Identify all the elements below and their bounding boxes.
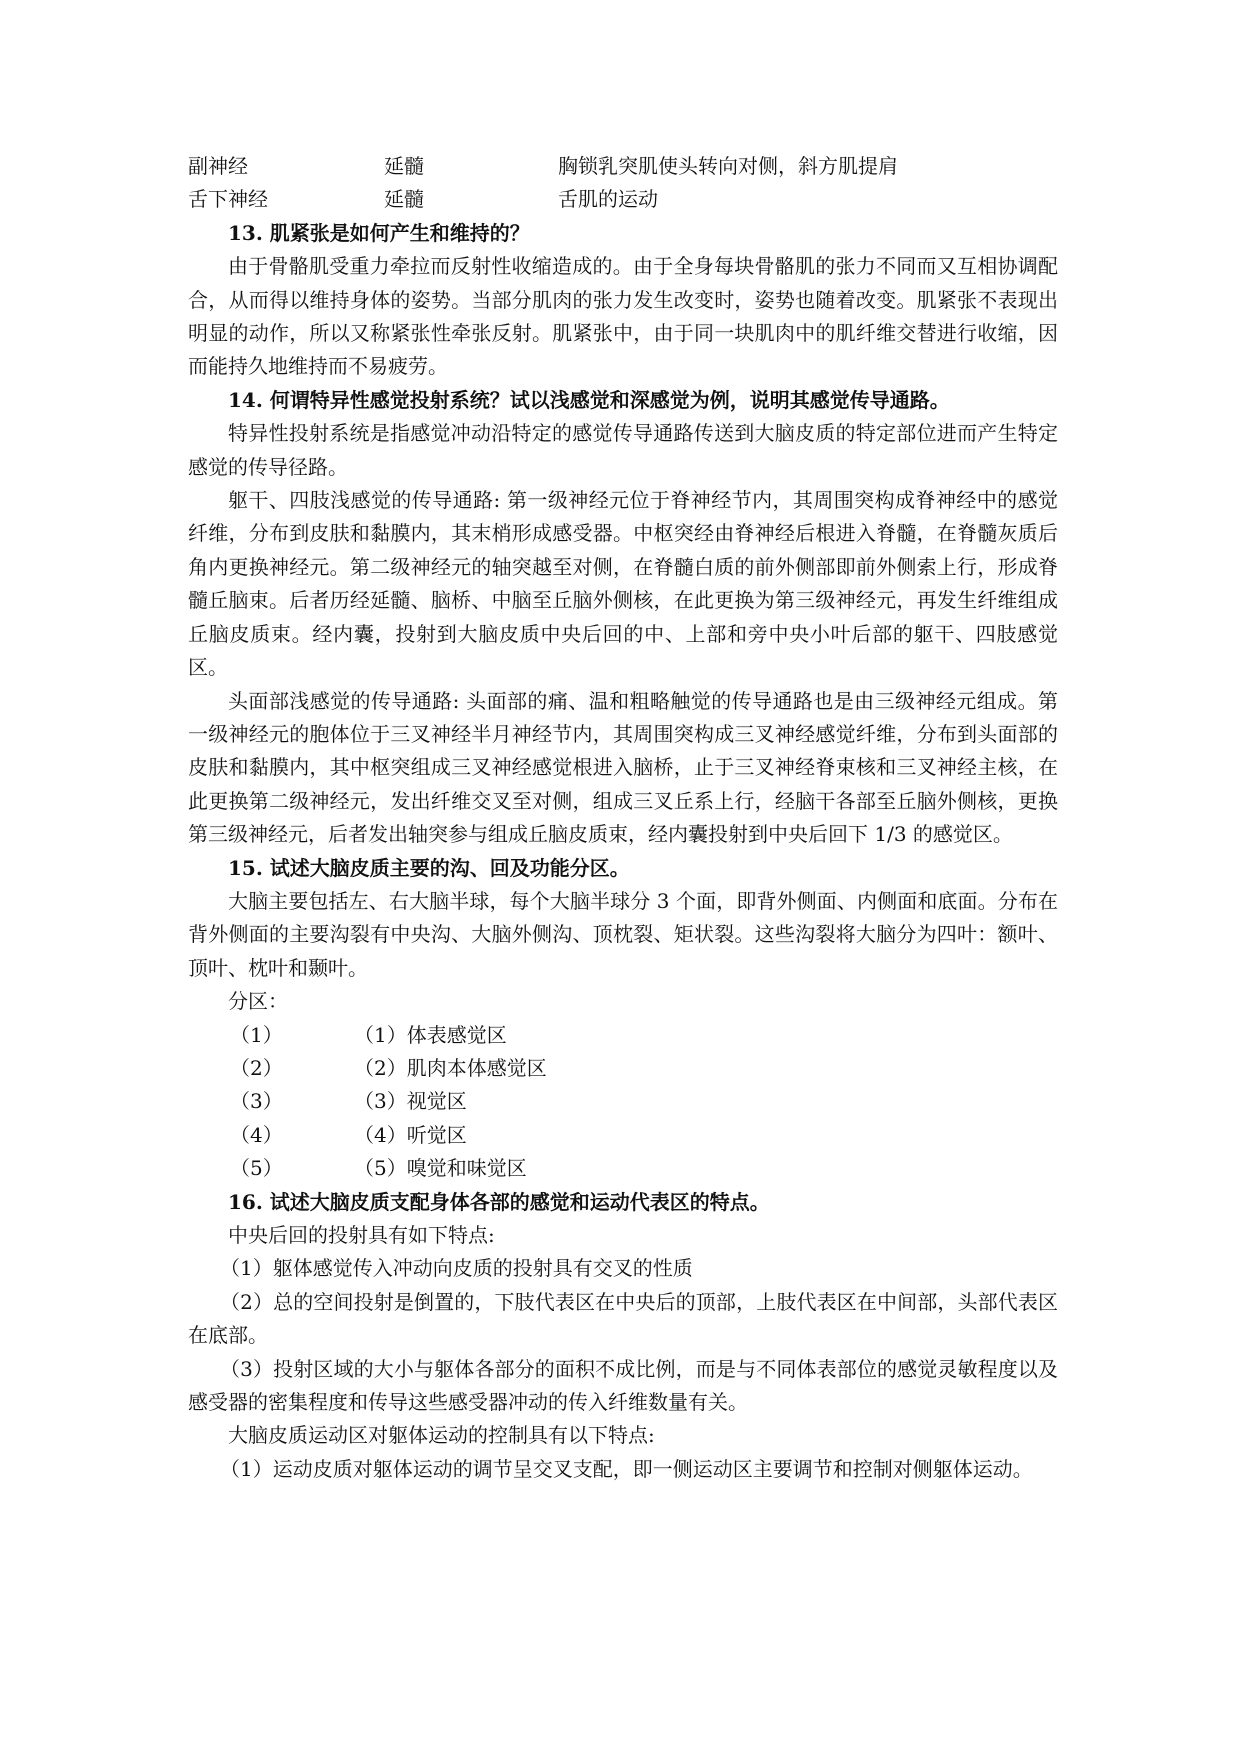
question-16-intro-1: 中央后回的投射具有如下特点: xyxy=(228,1223,495,1247)
nerve-function: 胸锁乳突肌使头转向对侧，斜方肌提肩 xyxy=(558,154,898,178)
list-item: （1）躯体感觉传入冲动向皮质的投射具有交叉的性质 xyxy=(220,1256,693,1281)
zone-label: （1）体表感觉区 xyxy=(354,1022,507,1047)
nerve-function: 舌肌的运动 xyxy=(558,187,658,212)
zone-number: （2） xyxy=(230,1055,283,1080)
question-15-paragraph-1: 大脑主要包括左、右大脑半球，每个大脑半球分 3 个面，即背外侧面、内侧面和底面。分布在背外侧面的主要沟裂有中央沟、大脑外侧沟、顶枕裂、矩状裂。这些沟裂将大脑分为四叶：额叶、顶叶、枕叶和颞叶。 xyxy=(188,888,1058,980)
zones-label: 分区： xyxy=(228,989,288,1014)
zone-number: （1） xyxy=(230,1022,283,1047)
zone-row xyxy=(188,1052,1058,1085)
question-14-heading: 14. 何谓特异性感觉投射系统？试以浅感觉和深感觉为例，说明其感觉传导通路。 xyxy=(228,387,950,412)
nerve-table-row xyxy=(188,183,1058,216)
nerve-name: 副神经 xyxy=(188,154,248,178)
list-item: （1）运动皮质对躯体运动的调节呈交叉支配，即一侧运动区主要调节和控制对侧躯体运动。 xyxy=(220,1456,1033,1481)
zone-number: （3） xyxy=(230,1089,283,1114)
list-item: （3）投射区域的大小与躯体各部分的面积不成比例，而是与不同体表部位的感觉灵敏程度以及感受器的密集程度和传导这些感受器冲动的传入纤维数量有关。 xyxy=(188,1356,1058,1415)
question-16-heading: 16. 试述大脑皮质支配身体各部的感觉和运动代表区的特点。 xyxy=(228,1189,770,1214)
zone-label: （3）视觉区 xyxy=(354,1089,467,1114)
zone-row xyxy=(188,1119,1058,1152)
zone-label: （2）肌肉本体感觉区 xyxy=(354,1055,547,1080)
nerve-name: 舌下神经 xyxy=(188,187,268,212)
zone-number: （5） xyxy=(230,1156,283,1181)
nerve-origin: 延髓 xyxy=(384,154,424,178)
zone-row xyxy=(188,1152,1058,1185)
question-14-paragraph-2: 躯干、四肢浅感觉的传导通路: 第一级神经元位于脊神经节内，其周围突构成脊神经中的感觉纤维，分布到皮肤和黏膜内，其末梢形成感受器。中枢突经由脊神经后根进入脊髓，在脊髓灰质后角内更换神经元。第二级神经元的轴突越至对侧，在脊髓白质的前外侧部即前外侧索上行，形成脊髓丘脑束。后者历经延髓、脑桥、中脑至丘脑外侧核，在此更换为第三级神经元，再发生纤维组成丘脑皮质束。经内囊，投射到大脑皮质中央后回的中、上部和旁中央小叶后部的躯干、四肢感觉区。 xyxy=(188,488,1058,680)
zone-label: （4）听觉区 xyxy=(354,1122,467,1147)
zone-row xyxy=(188,1085,1058,1118)
question-16-intro-2: 大脑皮质运动区对躯体运动的控制具有以下特点: xyxy=(228,1423,655,1448)
page-content xyxy=(188,150,1058,1486)
nerve-origin: 延髓 xyxy=(384,187,424,212)
zone-row xyxy=(188,1019,1058,1052)
zone-number: （4） xyxy=(230,1122,283,1147)
nerve-table-row xyxy=(188,150,1058,183)
question-13-answer: 由于骨骼肌受重力牵拉而反射性收缩造成的。由于全身每块骨骼肌的张力不同而又互相协调配合，从而得以维持身体的姿势。当部分肌肉的张力发生改变时，姿势也随着改变。肌紧张不表现出明显的动作，所以又称紧张性牵张反射。肌紧张中，由于同一块肌肉中的肌纤维交替进行收缩，因而能持久地维持而不易疲劳。 xyxy=(188,254,1058,379)
list-item: （2）总的空间投射是倒置的，下肢代表区在中央后的顶部，上肢代表区在中间部，头部代表区在底部。 xyxy=(188,1289,1058,1348)
question-14-paragraph-1: 特异性投射系统是指感觉冲动沿特定的感觉传导通路传送到大脑皮质的特定部位进而产生特定感觉的传导径路。 xyxy=(188,421,1058,479)
question-13-heading: 13. 肌紧张是如何产生和维持的？ xyxy=(228,220,530,245)
zone-label: （5）嗅觉和味觉区 xyxy=(354,1156,527,1181)
question-14-paragraph-3: 头面部浅感觉的传导通路: 头面部的痛、温和粗略触觉的传导通路也是由三级神经元组成。第一级神经元的胞体位于三叉神经半月神经节内，其周围突构成三叉神经感觉纤维，分布到头面部的皮肤和黏膜内，其中枢突组成三叉神经感觉根进入脑桥，止于三叉神经脊束核和三叉神经主核，在此更换第二级神经元，发出纤维交叉至对侧，组成三叉丘系上行，经脑干各部至丘脑外侧核，更换第三级神经元，后者发出轴突参与组成丘脑皮质束，经内囊投射到中央后回下 1/3 的感觉区。 xyxy=(188,688,1058,847)
question-15-heading: 15. 试述大脑皮质主要的沟、回及功能分区。 xyxy=(228,855,630,880)
